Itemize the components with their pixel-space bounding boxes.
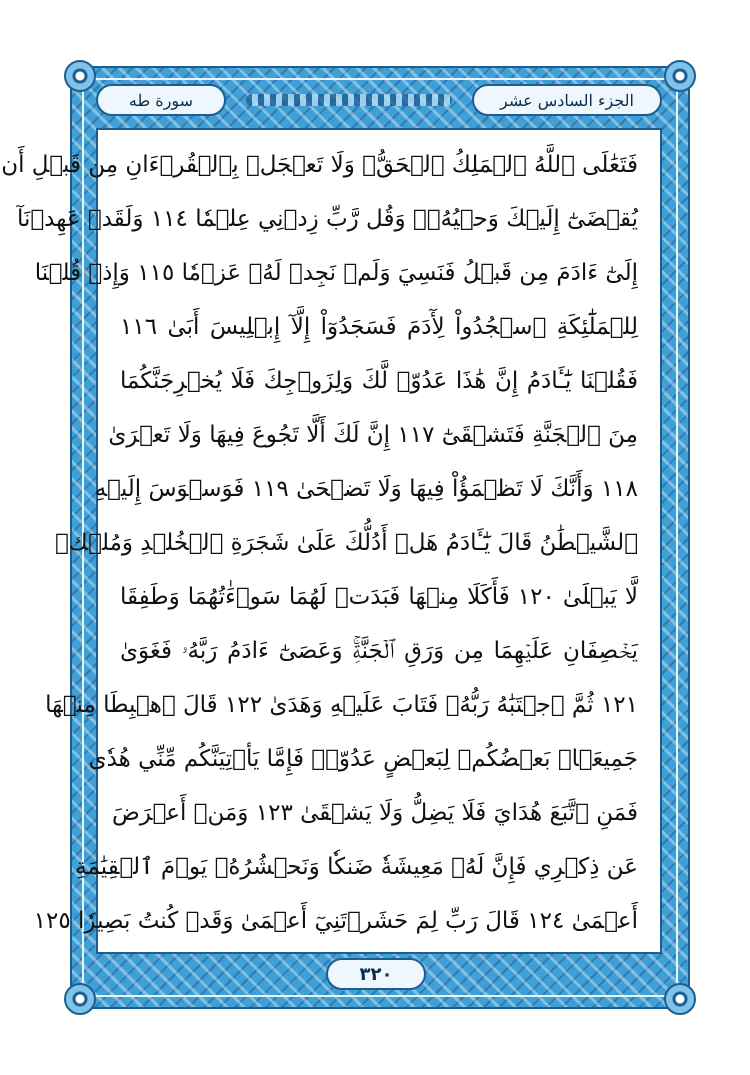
verse-line	[120, 354, 638, 408]
verse-line	[111, 786, 638, 840]
verse-line-text: يَخۡصِفَانِ عَلَيۡهِمَا مِن وَرَقِ ٱلۡجَنَّةِۚ وَعَصَىٰٓ ءَادَمُ رَبَّهُۥ فَغَوَىٰ	[120, 638, 638, 664]
corner-rosette-icon	[64, 60, 96, 92]
verse-line	[33, 894, 638, 948]
verse-line	[34, 246, 638, 300]
verse-lines	[1, 138, 639, 948]
verse-line	[16, 192, 638, 246]
verse-line	[120, 624, 638, 678]
verse-line-text: فَمَنِ ٱتَّبَعَ هُدَايَ فَلَا يَضِلُّ وَلَا يَشۡقَىٰ ١٢٣ وَمَنۡ أَعۡرَضَ	[111, 800, 638, 826]
verse-line-text: ١١٨ وَأَنَّكَ لَا تَظۡمَؤُاْ فِيهَا وَلَا تَضۡحَىٰ ١١٩ فَوَسۡوَسَ إِلَيۡهِ	[94, 476, 638, 502]
verse-line	[120, 300, 638, 354]
verse-line-text: لَّا يَبۡلَىٰ ١٢٠ فَأَكَلَا مِنۡهَا فَبَدَتۡ لَهُمَا سَوۡءَٰتُهُمَا وَطَفِقَا	[120, 584, 639, 610]
text-panel	[1, 128, 662, 954]
verse-line-text: ١٢١ ثُمَّ ٱجۡتَبَٰهُ رَبُّهُۥ فَتَابَ عَلَيۡهِ وَهَدَىٰ ١٢٢ قَالَ ٱهۡبِطَا مِنۡهَا	[45, 692, 638, 718]
corner-rosette-icon	[64, 983, 96, 1015]
header-ornament	[246, 94, 452, 106]
verse-line	[55, 516, 638, 570]
verse-line-text: عَن ذِكۡرِي فَإِنَّ لَهُۥ مَعِيشَةٗ ضَنكٗا وَنَحۡشُرُهُۥ يَوۡمَ ٱلۡقِيَٰمَةِ	[75, 854, 638, 880]
verse-line-text: ٱلشَّيۡطَٰنُ قَالَ يَٰٓـَٔادَمُ هَلۡ أَدُلُّكَ عَلَىٰ شَجَرَةِ ٱلۡخُلۡدِ وَمُلۡكٖ	[55, 530, 638, 556]
verse-line	[1, 138, 638, 192]
surah-label: سورة طه	[96, 84, 226, 116]
verse-line-text: أَعۡمَىٰ ١٢٤ قَالَ رَبِّ لِمَ حَشَرۡتَنِيٓ أَعۡمَىٰ وَقَدۡ كُنتُ بَصِيرٗا ١٢٥	[33, 908, 638, 934]
corner-rosette-icon	[664, 60, 696, 92]
verse-line	[75, 840, 638, 894]
verse-line	[88, 732, 638, 786]
verse-line	[45, 678, 638, 732]
verse-line-text: يُقۡضَىٰٓ إِلَيۡكَ وَحۡيُهُۥۖ وَقُل رَّبِّ زِدۡنِي عِلۡمٗا ١١٤ وَلَقَدۡ عَهِدۡنَآ	[16, 206, 638, 232]
verse-line	[120, 570, 638, 624]
verse-line-text: فَتَعَٰلَى ٱللَّهُ ٱلۡمَلِكُ ٱلۡحَقُّۗ وَلَا تَعۡجَلۡ بِٱلۡقُرۡءَانِ مِن قَبۡلِ أَن	[1, 152, 638, 178]
verse-line-text: إِلَىٰٓ ءَادَمَ مِن قَبۡلُ فَنَسِيَ وَلَمۡ نَجِدۡ لَهُۥ عَزۡمٗا ١١٥ وَإِذۡ قُلۡنَا	[34, 260, 638, 286]
juz-label: الجزء السادس عشر	[472, 84, 662, 116]
page-header	[96, 84, 662, 120]
verse-line-text: فَقُلۡنَا يَٰٓـَٔادَمُ إِنَّ هَٰذَا عَدُوّٞ لَّكَ وَلِزَوۡجِكَ فَلَا يُخۡرِجَنَّكُمَا	[120, 368, 638, 394]
verse-line	[94, 462, 638, 516]
verse-line-text: لِلۡمَلَٰٓئِكَةِ ٱسۡجُدُواْ لِأٓدَمَ فَسَجَدُوٓاْ إِلَّآ إِبۡلِيسَ أَبَىٰ ١١٦	[120, 314, 638, 340]
verse-line	[108, 408, 638, 462]
verse-line-text: مِنَ ٱلۡجَنَّةِ فَتَشۡقَىٰٓ ١١٧ إِنَّ لَكَ أَلَّا تَجُوعَ فِيهَا وَلَا تَعۡرَىٰ	[108, 422, 638, 448]
verse-line-text: جَمِيعَۢاۖ بَعۡضُكُمۡ لِبَعۡضٍ عَدُوّٞۖ فَإِمَّا يَأۡتِيَنَّكُم مِّنِّي هُدٗى	[88, 746, 638, 772]
corner-rosette-icon	[664, 983, 696, 1015]
page-number: ٣٢٠	[326, 958, 426, 990]
